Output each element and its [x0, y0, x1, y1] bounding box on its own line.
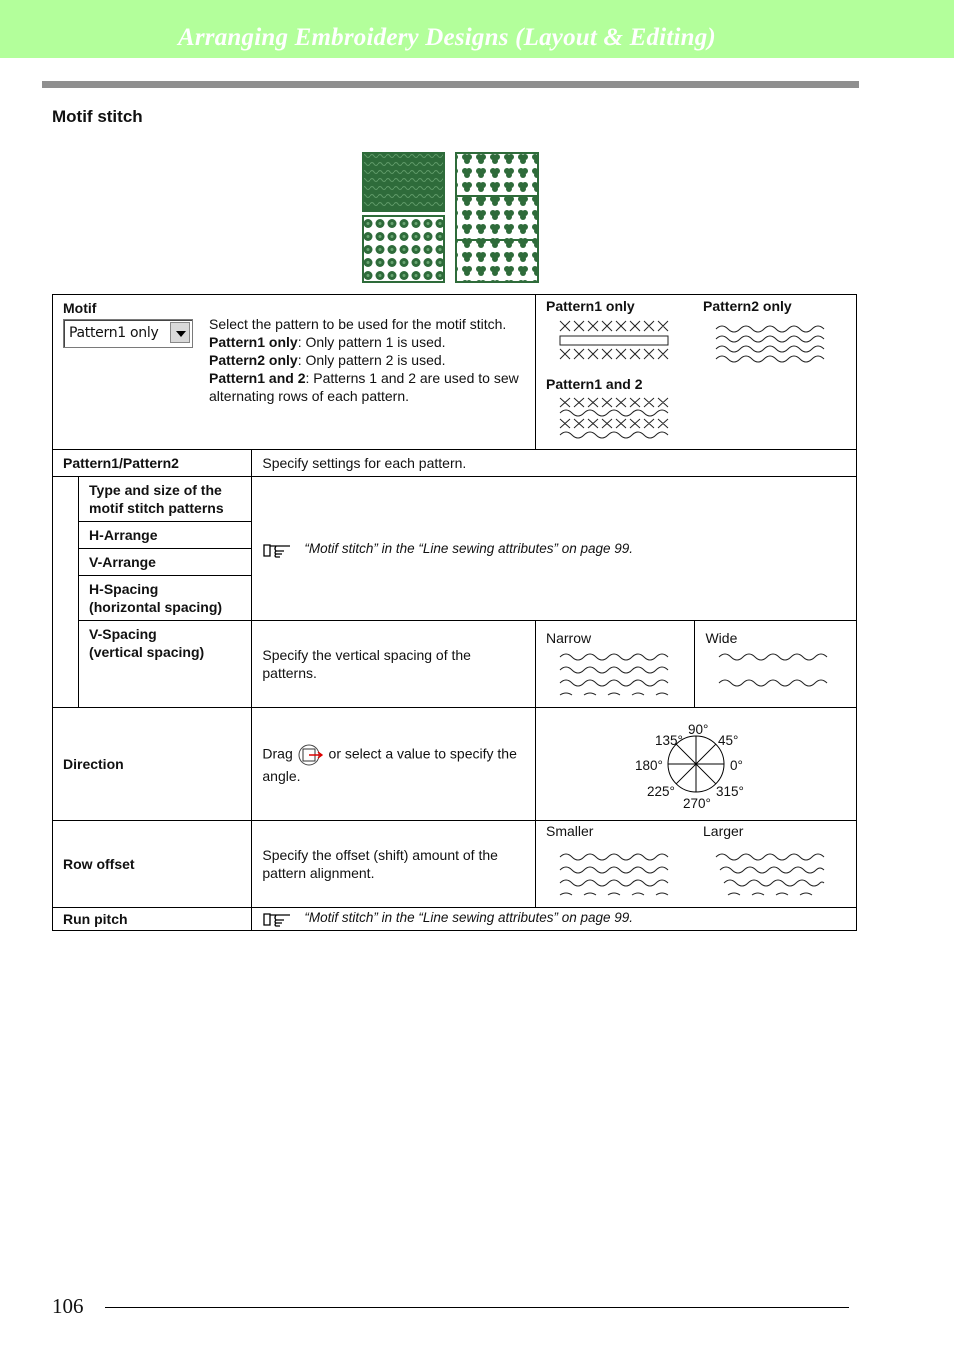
section-divider	[42, 81, 859, 88]
wide-label: Wide	[705, 630, 738, 646]
header-title: Arranging Embroidery Designs (Layout & Editing)	[178, 24, 716, 51]
pattern12-row	[53, 450, 857, 477]
h-spacing-label	[79, 576, 252, 621]
pattern1-and-2-sample	[558, 397, 672, 441]
page-number: 106	[52, 1294, 84, 1318]
larger-sample	[714, 851, 828, 897]
angle-drag-icon[interactable]	[297, 743, 325, 767]
run-pitch-reference-text[interactable]: “Motif stitch” in the “Line sewing attributes” on page 99.	[304, 910, 634, 925]
reference-hand-icon	[262, 539, 294, 559]
pattern1-only-label: Pattern1 only	[546, 298, 635, 314]
direction-row	[53, 708, 857, 821]
footer-divider	[105, 1307, 849, 1308]
direction-angle-diagram	[546, 712, 846, 816]
smaller-label: Smaller	[546, 823, 594, 839]
angle-45: 45°	[718, 733, 739, 748]
angle-315: 315°	[716, 784, 744, 799]
opt2-desc: : Only pattern 2 is used.	[297, 352, 446, 368]
direction-desc	[252, 708, 536, 821]
direction-label: Direction	[53, 708, 252, 821]
row-offset-row	[53, 821, 857, 908]
angle-135: 135°	[655, 733, 683, 748]
type-size-row	[53, 477, 857, 522]
wide-sample	[717, 651, 831, 697]
h-spacing-line1: H-Spacing	[89, 581, 159, 597]
pattern12-desc: Specify settings for each pattern.	[252, 450, 857, 477]
wide-cell	[695, 621, 857, 708]
v-spacing-row	[53, 621, 857, 708]
angle-225: 225°	[647, 784, 675, 799]
h-arrange-label: H-Arrange	[79, 522, 252, 549]
v-spacing-line1: V-Spacing	[89, 626, 157, 642]
v-spacing-label	[79, 621, 252, 708]
v-spacing-desc: Specify the vertical spacing of the patterns.	[252, 621, 536, 708]
pattern12-reference-text[interactable]: “Motif stitch” in the “Line sewing attributes” on page 99.	[304, 540, 634, 556]
direction-diagram-cell	[536, 708, 857, 821]
smaller-sample	[558, 851, 672, 897]
narrow-cell	[536, 621, 695, 708]
opt1-name: Pattern1 only	[209, 334, 298, 350]
row-offset-samples-cell	[536, 821, 857, 908]
pattern-select-value: Pattern1 only	[69, 325, 159, 341]
opt3-desc: : Patterns 1 and 2 are used to sew alternating rows of each pattern.	[209, 370, 519, 404]
v-arrange-label: V-Arrange	[79, 549, 252, 576]
larger-label: Larger	[703, 823, 744, 839]
run-pitch-label: Run pitch	[53, 908, 252, 931]
motif-row	[53, 295, 857, 450]
pattern2-sample	[714, 323, 828, 363]
row-offset-desc: Specify the offset (shift) amount of the pattern alignment.	[252, 821, 536, 908]
motif-stitch-sample-image	[362, 152, 540, 284]
opt3-name: Pattern1 and 2	[209, 370, 306, 386]
angle-0: 0°	[730, 758, 743, 773]
direction-desc-before: Drag	[262, 745, 293, 762]
angle-90: 90°	[688, 722, 709, 737]
motif-label: Motif	[63, 300, 97, 316]
v-spacing-line2: (vertical spacing)	[89, 644, 205, 660]
narrow-label: Narrow	[546, 630, 592, 646]
angle-180: 180°	[635, 758, 663, 773]
run-pitch-row	[53, 908, 857, 931]
narrow-sample	[558, 651, 672, 697]
motif-desc-intro: Select the pattern to be used for the motif stitch.	[209, 316, 507, 332]
pattern2-only-label: Pattern2 only	[703, 298, 792, 314]
pattern1-and-2-label: Pattern1 and 2	[546, 376, 643, 392]
opt1-desc: : Only pattern 1 is used.	[297, 334, 446, 350]
pattern12-reference-cell	[252, 477, 857, 621]
direction-desc-after: or select a value to specify the angle.	[262, 745, 517, 784]
indent-gutter	[53, 477, 79, 708]
angle-270: 270°	[683, 796, 711, 811]
motif-settings-table	[52, 294, 857, 931]
motif-description	[209, 299, 525, 405]
row-offset-label: Row offset	[53, 821, 252, 908]
type-size-label: Type and size of the motif stitch patterns	[79, 477, 252, 522]
dropdown-arrow-icon[interactable]	[170, 322, 190, 343]
h-spacing-line2: (horizontal spacing)	[89, 599, 223, 615]
pattern1-sample	[558, 319, 672, 363]
section-title: Motif stitch	[52, 107, 143, 126]
reference-hand-icon	[262, 908, 294, 928]
header-banner	[0, 0, 954, 58]
opt2-name: Pattern2 only	[209, 352, 298, 368]
pattern-select-dropdown[interactable]	[63, 319, 193, 348]
pattern12-label: Pattern1/Pattern2	[53, 450, 252, 477]
run-pitch-reference-cell	[252, 908, 857, 931]
